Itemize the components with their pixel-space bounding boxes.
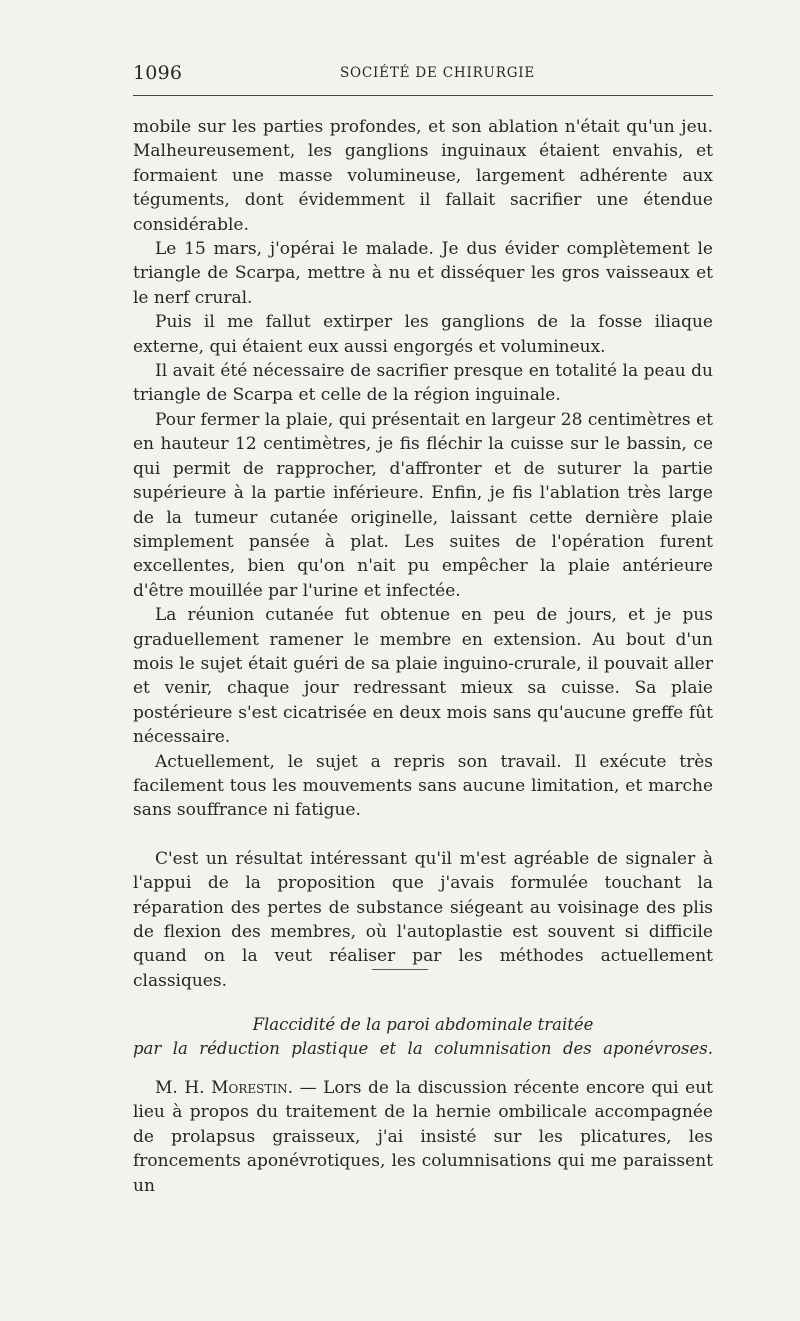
paragraph-5: Pour fermer la plaie, qui présentait en largeur 28 centimètres et en hauteur 12 centimètres, je fis fléchir la cuisse sur le bassin, ce qui permit de rapprocher, d'affronter et de suturer la partie supérieure à la partie inférieure. Enfin, je fis l'ablation très large de la tumeur cutanée originelle, laissant cette dernière plaie simplement pansée à plat. Les suites de l'opération furent excellentes, bien qu'on n'ait pu empêcher la plaie antérieure d'être mouillée par l'urine et infectée. — [133, 409, 713, 601]
journal-title: SOCIÉTÉ DE CHIRURGIE — [340, 65, 536, 81]
paragraph-8: C'est un résultat intéressant qu'il m'est agréable de signaler à l'appui de la proposition que j'avais formulée touchant la réparation des pertes de substance siégeant au voisinage des plis de flexion des membres, où l'autoplastie est souvent si difficile quand on la veut réaliser par les méthodes actuellement classiques. — [133, 848, 713, 991]
paragraph-2: Le 15 mars, j'opérai le malade. Je dus évider complètement le triangle de Scarpa, mettre à nu et disséquer les gros vaisseaux et le nerf crural. — [133, 239, 713, 308]
page-number: 1096 — [133, 62, 183, 84]
body-text — [133, 115, 713, 993]
header-rule — [133, 95, 713, 96]
paragraph-4: Il avait été nécessaire de sacrifier presque en totalité la peau du triangle de Scarpa et celle de la région inguinale. — [133, 361, 713, 406]
section-divider — [372, 969, 428, 970]
paragraph-6: La réunion cutanée fut obtenue en peu de jours, et je pus graduellement ramener le membre en extension. Au bout d'un mois le sujet était guéri de sa plaie inguino-crurale, il pouvait aller et venir, chaque jour redressant mieux sa cuisse. Sa plaie postérieure s'est cicatrisée en deux mois sans qu'aucune greffe fût nécessaire. — [133, 605, 713, 748]
section-title-line-2: par la réduction plastique et la columnisation des aponévroses. — [133, 1039, 713, 1058]
section-title-line-1: Flaccidité de la paroi abdominale traitée — [252, 1015, 594, 1034]
paragraph-7: Actuellement, le sujet a repris son travail. Il exécute très facilement tous les mouvements sans aucune limitation, et marche sans souffrance ni fatigue. — [133, 751, 713, 821]
closing-paragraph — [133, 1076, 713, 1198]
author-name: M. H. Morestin. — [155, 1078, 294, 1098]
paragraph-3: Puis il me fallut extirper les ganglions de la fosse iliaque externe, qui étaient eux aussi engorgés et volumineux. — [133, 312, 713, 357]
closing-section — [133, 1076, 713, 1198]
closing-paragraph-text: — Lors de la discussion récente encore qui eut lieu à propos du traitement de la hernie ombilicale accompagnée de prolapsus graisseux, j'ai insisté sur les plicatures, les froncements aponévrotiques, les columnisations qui me paraissent un — [133, 1078, 713, 1196]
paragraph-1: mobile sur les parties profondes, et son ablation n'était qu'un jeu. Malheureusement, les ganglions inguinaux étaient envahis, et formaient une masse volumineuse, largement adhérente aux téguments, dont évidemment il fallait sacrifier une étendue considérable. — [133, 117, 713, 235]
running-head — [133, 56, 713, 88]
section-title — [133, 1013, 713, 1061]
